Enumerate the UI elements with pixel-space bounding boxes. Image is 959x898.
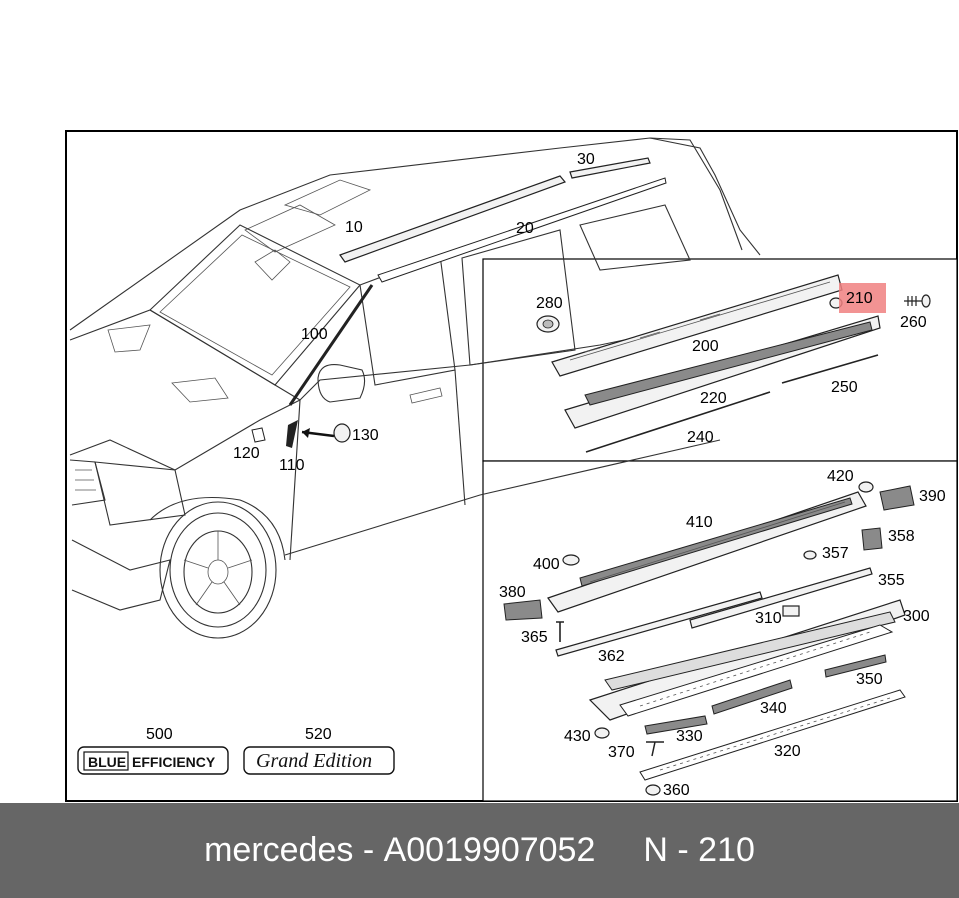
footer-bar [0,803,959,898]
label-420: 420 [827,468,854,485]
label-10: 10 [345,219,363,236]
label-280: 280 [536,295,563,312]
footer-brand: mercedes [204,831,354,869]
label-240: 240 [687,429,714,446]
badge-grand-edition [244,747,394,774]
label-390: 390 [919,488,946,505]
label-220: 220 [700,390,727,407]
label-120: 120 [233,445,260,462]
label-410: 410 [686,514,713,531]
badge-blue-efficiency [78,747,228,774]
label-210: 210 [846,290,873,307]
footer-ref-number: 210 [698,831,755,869]
label-100: 100 [301,326,328,343]
label-130: 130 [352,427,379,444]
label-430: 430 [564,728,591,745]
label-350: 350 [856,671,883,688]
label-310: 310 [755,610,782,627]
label-260: 260 [900,314,927,331]
label-360: 360 [663,782,690,799]
label-330: 330 [676,728,703,745]
label-520: 520 [305,726,332,743]
label-362: 362 [598,648,625,665]
badge-blue-word: BLUE [88,754,127,770]
label-110: 110 [279,457,305,474]
label-358: 358 [888,528,915,545]
label-400: 400 [533,556,560,573]
label-500: 500 [146,726,173,743]
badge-efficiency-word: EFFICIENCY [132,754,216,770]
footer-ref-prefix: N - [643,831,699,869]
label-300: 300 [903,608,930,625]
badge-grand-edition-text: Grand Edition [256,750,373,772]
label-357: 357 [822,545,849,562]
label-370: 370 [608,744,635,761]
label-320: 320 [774,743,801,760]
label-200: 200 [692,338,719,355]
label-380: 380 [499,584,526,601]
label-250: 250 [831,379,858,396]
label-30: 30 [577,151,595,168]
footer-separator: - [353,831,384,869]
footer-part-number: A0019907052 [383,831,596,869]
label-20: 20 [516,220,534,237]
label-340: 340 [760,700,787,717]
label-355: 355 [878,572,905,589]
label-365: 365 [521,629,548,646]
